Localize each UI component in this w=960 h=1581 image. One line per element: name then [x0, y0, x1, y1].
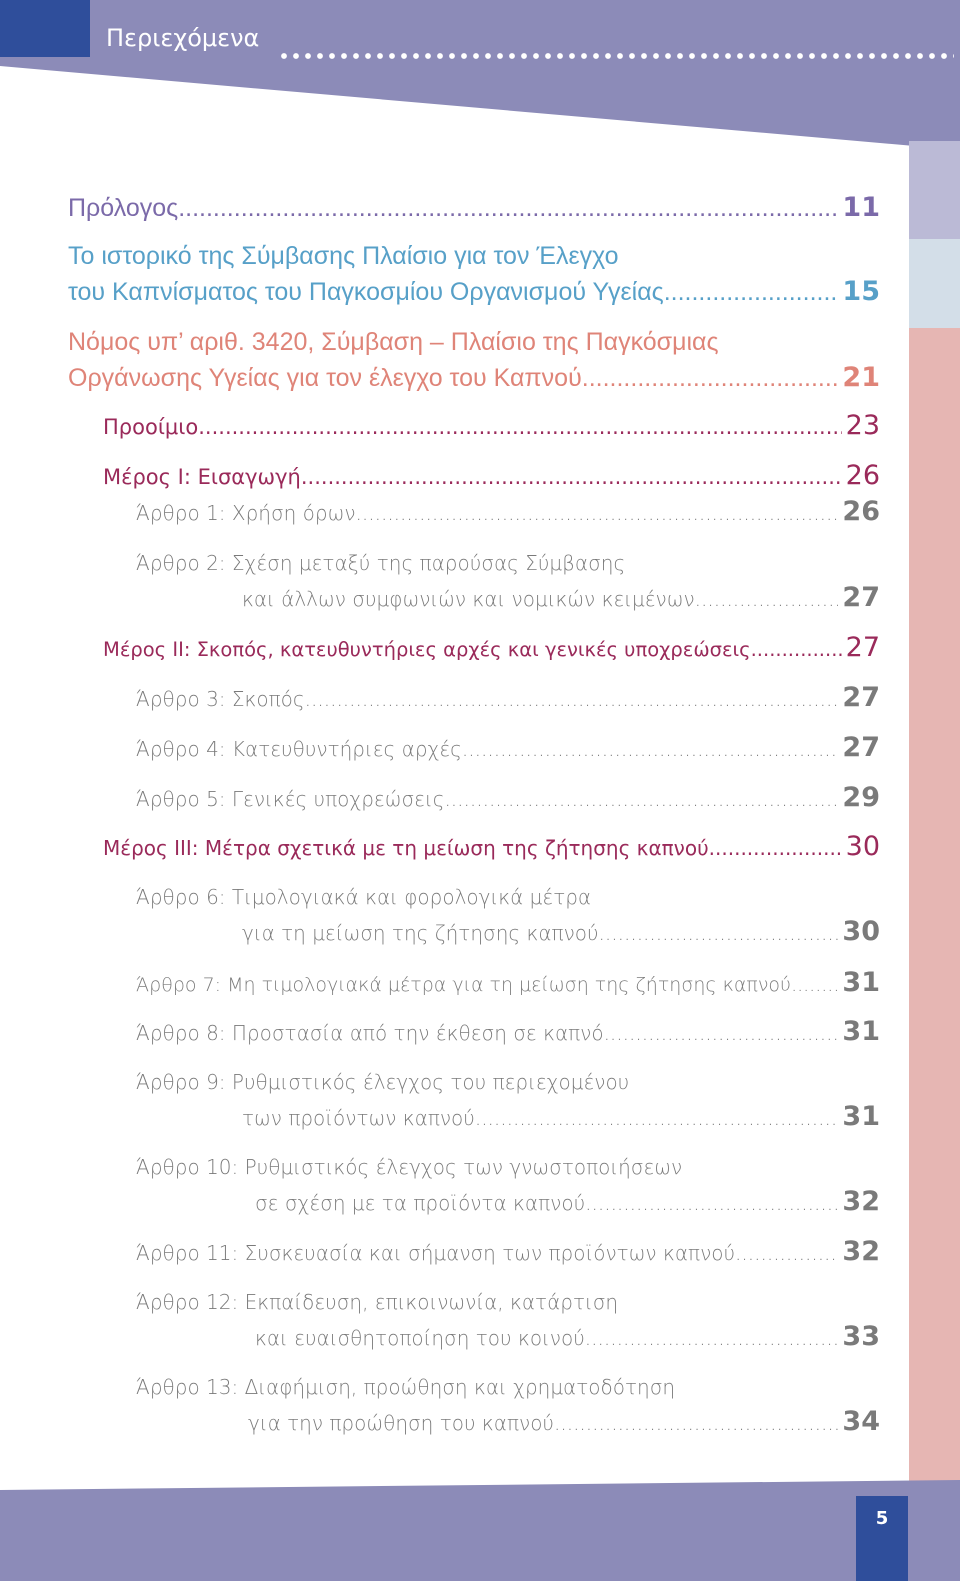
toc-entry-page: 29	[842, 782, 880, 813]
header-band	[0, 0, 960, 150]
side-strip-blue	[909, 239, 960, 328]
page-number: 5	[875, 1508, 889, 1529]
toc-entry-page: 27	[842, 582, 880, 613]
toc-entry-page: 32	[842, 1186, 880, 1217]
toc-entry-title: Άρθρο 4: Κατευθυντήριες αρχές	[136, 737, 462, 761]
toc-entry-article-2[interactable]	[242, 582, 880, 618]
toc-leader-dots	[791, 974, 838, 996]
toc-entry-title-line1: Άρθρο 9: Ρυθμιστικός έλεγχος του περιεχομένου	[136, 1070, 630, 1094]
toc-leader-dots	[178, 194, 838, 223]
toc-entry-law[interactable]	[68, 362, 880, 398]
toc-entry-title-line1: Άρθρο 10: Ρυθμιστικός έλεγχος των γνωστοποιήσεων	[136, 1155, 683, 1179]
toc-entry-title-line1: Άρθρο 2: Σχέση μεταξύ της παρούσας Σύμβασης	[136, 551, 626, 575]
toc-entry-page: 27	[842, 682, 880, 713]
toc-leader-dots	[664, 278, 839, 307]
toc-entry-title: Άρθρο 3: Σκοπός	[136, 687, 305, 711]
toc-entry-article-5[interactable]	[136, 782, 880, 818]
toc-entry-title-line1: Άρθρο 12: Εκπαίδευση, επικοινωνία, κατάρτιση	[136, 1290, 619, 1314]
toc-entry-article-4[interactable]	[136, 732, 880, 768]
toc-entry-part-3[interactable]	[103, 831, 880, 867]
toc-leader-dots	[462, 737, 839, 761]
toc-entry-article-1[interactable]	[136, 496, 880, 532]
toc-leader-dots	[198, 415, 841, 439]
toc-entry-title: Μέρος I: Εισαγωγή	[103, 465, 301, 489]
toc-leader-dots	[709, 836, 842, 860]
toc-entry-article-3[interactable]	[136, 682, 880, 718]
side-strip-lavender	[909, 141, 960, 239]
toc-entry-article-7[interactable]	[136, 967, 880, 1003]
toc-entry-article-6[interactable]	[242, 916, 880, 952]
toc-entry-page: 26	[845, 460, 880, 491]
toc-leader-dots	[444, 787, 838, 811]
toc-entry-article-10[interactable]	[255, 1186, 880, 1222]
toc-entry-page: 30	[845, 831, 880, 862]
toc-entry-title: του Καπνίσματος του Παγκοσμίου Οργανισμού Υγείας	[68, 278, 664, 306]
toc-entry-title-line1: Άρθρο 13: Διαφήμιση, προώθηση και χρηματοδότηση	[136, 1375, 676, 1399]
toc-entry-article-13[interactable]	[248, 1406, 880, 1442]
toc-leader-dots	[695, 587, 839, 611]
header-accent-block	[0, 0, 90, 57]
toc-entry-page: 32	[842, 1236, 880, 1267]
toc-leader-dots	[751, 638, 842, 661]
toc-entry-title: για την προώθηση του καπνού	[248, 1411, 554, 1435]
toc-entry-history[interactable]	[68, 276, 880, 312]
toc-entry-title: Άρθρο 8: Προστασία από την έκθεση σε καπνό	[136, 1021, 604, 1045]
toc-entry-page: 21	[842, 362, 880, 393]
page-title: Περιεχόμενα	[106, 24, 260, 52]
toc-entry-preamble[interactable]	[103, 410, 880, 446]
toc-entry-title: και άλλων συμφωνιών και νομικών κειμένων	[242, 587, 695, 611]
toc-leader-dots	[585, 1191, 838, 1215]
toc-entry-title: σε σχέση με τα προϊόντα καπνού	[255, 1191, 586, 1215]
toc-entry-title: Άρθρο 5: Γενικές υποχρεώσεις	[136, 787, 445, 811]
toc-entry-title: Άρθρο 7: Μη τιμολογιακά μέτρα για τη μείωση της ζήτησης καπνού	[136, 974, 792, 996]
toc-entry-page: 31	[842, 967, 880, 998]
toc-entry-page: 27	[842, 732, 880, 763]
toc-entry-page: 11	[842, 192, 880, 223]
toc-entry-prologue[interactable]	[68, 192, 880, 228]
toc-entry-page: 33	[842, 1321, 880, 1352]
toc-entry-title-line1: Νόμος υπ’ αριθ. 3420, Σύμβαση – Πλαίσιο της Παγκόσμιας	[68, 328, 719, 356]
toc-leader-dots	[599, 921, 839, 945]
toc-leader-dots	[554, 1411, 838, 1435]
toc-leader-dots	[585, 1326, 839, 1350]
toc-entry-page: 30	[842, 916, 880, 947]
toc-entry-article-11[interactable]	[136, 1236, 880, 1272]
toc-entry-page: 34	[842, 1406, 880, 1437]
toc-leader-dots	[604, 1021, 839, 1045]
toc-entry-title-line1: Άρθρο 6: Τιμολογιακά και φορολογικά μέτρα	[136, 885, 592, 909]
toc-entry-title: των προϊόντων καπνού	[242, 1106, 475, 1130]
footer-band	[0, 1480, 960, 1581]
toc-entry-title: για τη μείωση της ζήτησης καπνού	[242, 921, 599, 945]
toc-entry-page: 31	[842, 1101, 880, 1132]
toc-leader-dots	[475, 1106, 839, 1130]
header-dotted-rule	[278, 48, 954, 64]
toc-leader-dots	[582, 364, 839, 393]
toc-entry-title: και ευαισθητοποίηση του κοινού	[255, 1326, 585, 1350]
toc-entry-title: Μέρος III: Μέτρα σχετικά με τη μείωση της ζήτησης καπνού	[103, 836, 709, 860]
toc-entry-title: Άρθρο 1: Χρήση όρων	[136, 501, 356, 525]
toc-entry-title: Οργάνωσης Υγείας για τον έλεγχο του Καπνού	[68, 364, 582, 392]
toc-entry-title: Προοίμιο	[103, 415, 199, 439]
toc-entry-title: Άρθρο 11: Συσκευασία και σήμανση των προϊόντων καπνού	[136, 1241, 736, 1265]
toc-entry-article-12[interactable]	[255, 1321, 880, 1357]
toc-entry-title-line1: Το ιστορικό της Σύμβασης Πλαίσιο για τον Έλεγχο	[68, 242, 619, 270]
toc-entry-title: Μέρος II: Σκοπός, κατευθυντήριες αρχές και γενικές υποχρεώσεις	[103, 638, 751, 661]
toc-leader-dots	[356, 501, 839, 525]
toc-entry-article-9[interactable]	[242, 1101, 880, 1137]
toc-entry-page: 23	[845, 410, 880, 441]
toc-entry-title: Πρόλογος	[68, 194, 179, 222]
toc-leader-dots	[305, 687, 839, 711]
toc-entry-part-2[interactable]	[103, 632, 880, 668]
side-strip-pink	[909, 328, 960, 1493]
toc-leader-dots	[301, 465, 842, 489]
toc-entry-article-8[interactable]	[136, 1016, 880, 1052]
toc-leader-dots	[735, 1241, 838, 1265]
toc-entry-page: 26	[842, 496, 880, 527]
toc-entry-page: 15	[842, 276, 880, 307]
toc-entry-part-1[interactable]	[103, 460, 880, 496]
toc-entry-page: 31	[842, 1016, 880, 1047]
toc-entry-page: 27	[845, 632, 880, 663]
